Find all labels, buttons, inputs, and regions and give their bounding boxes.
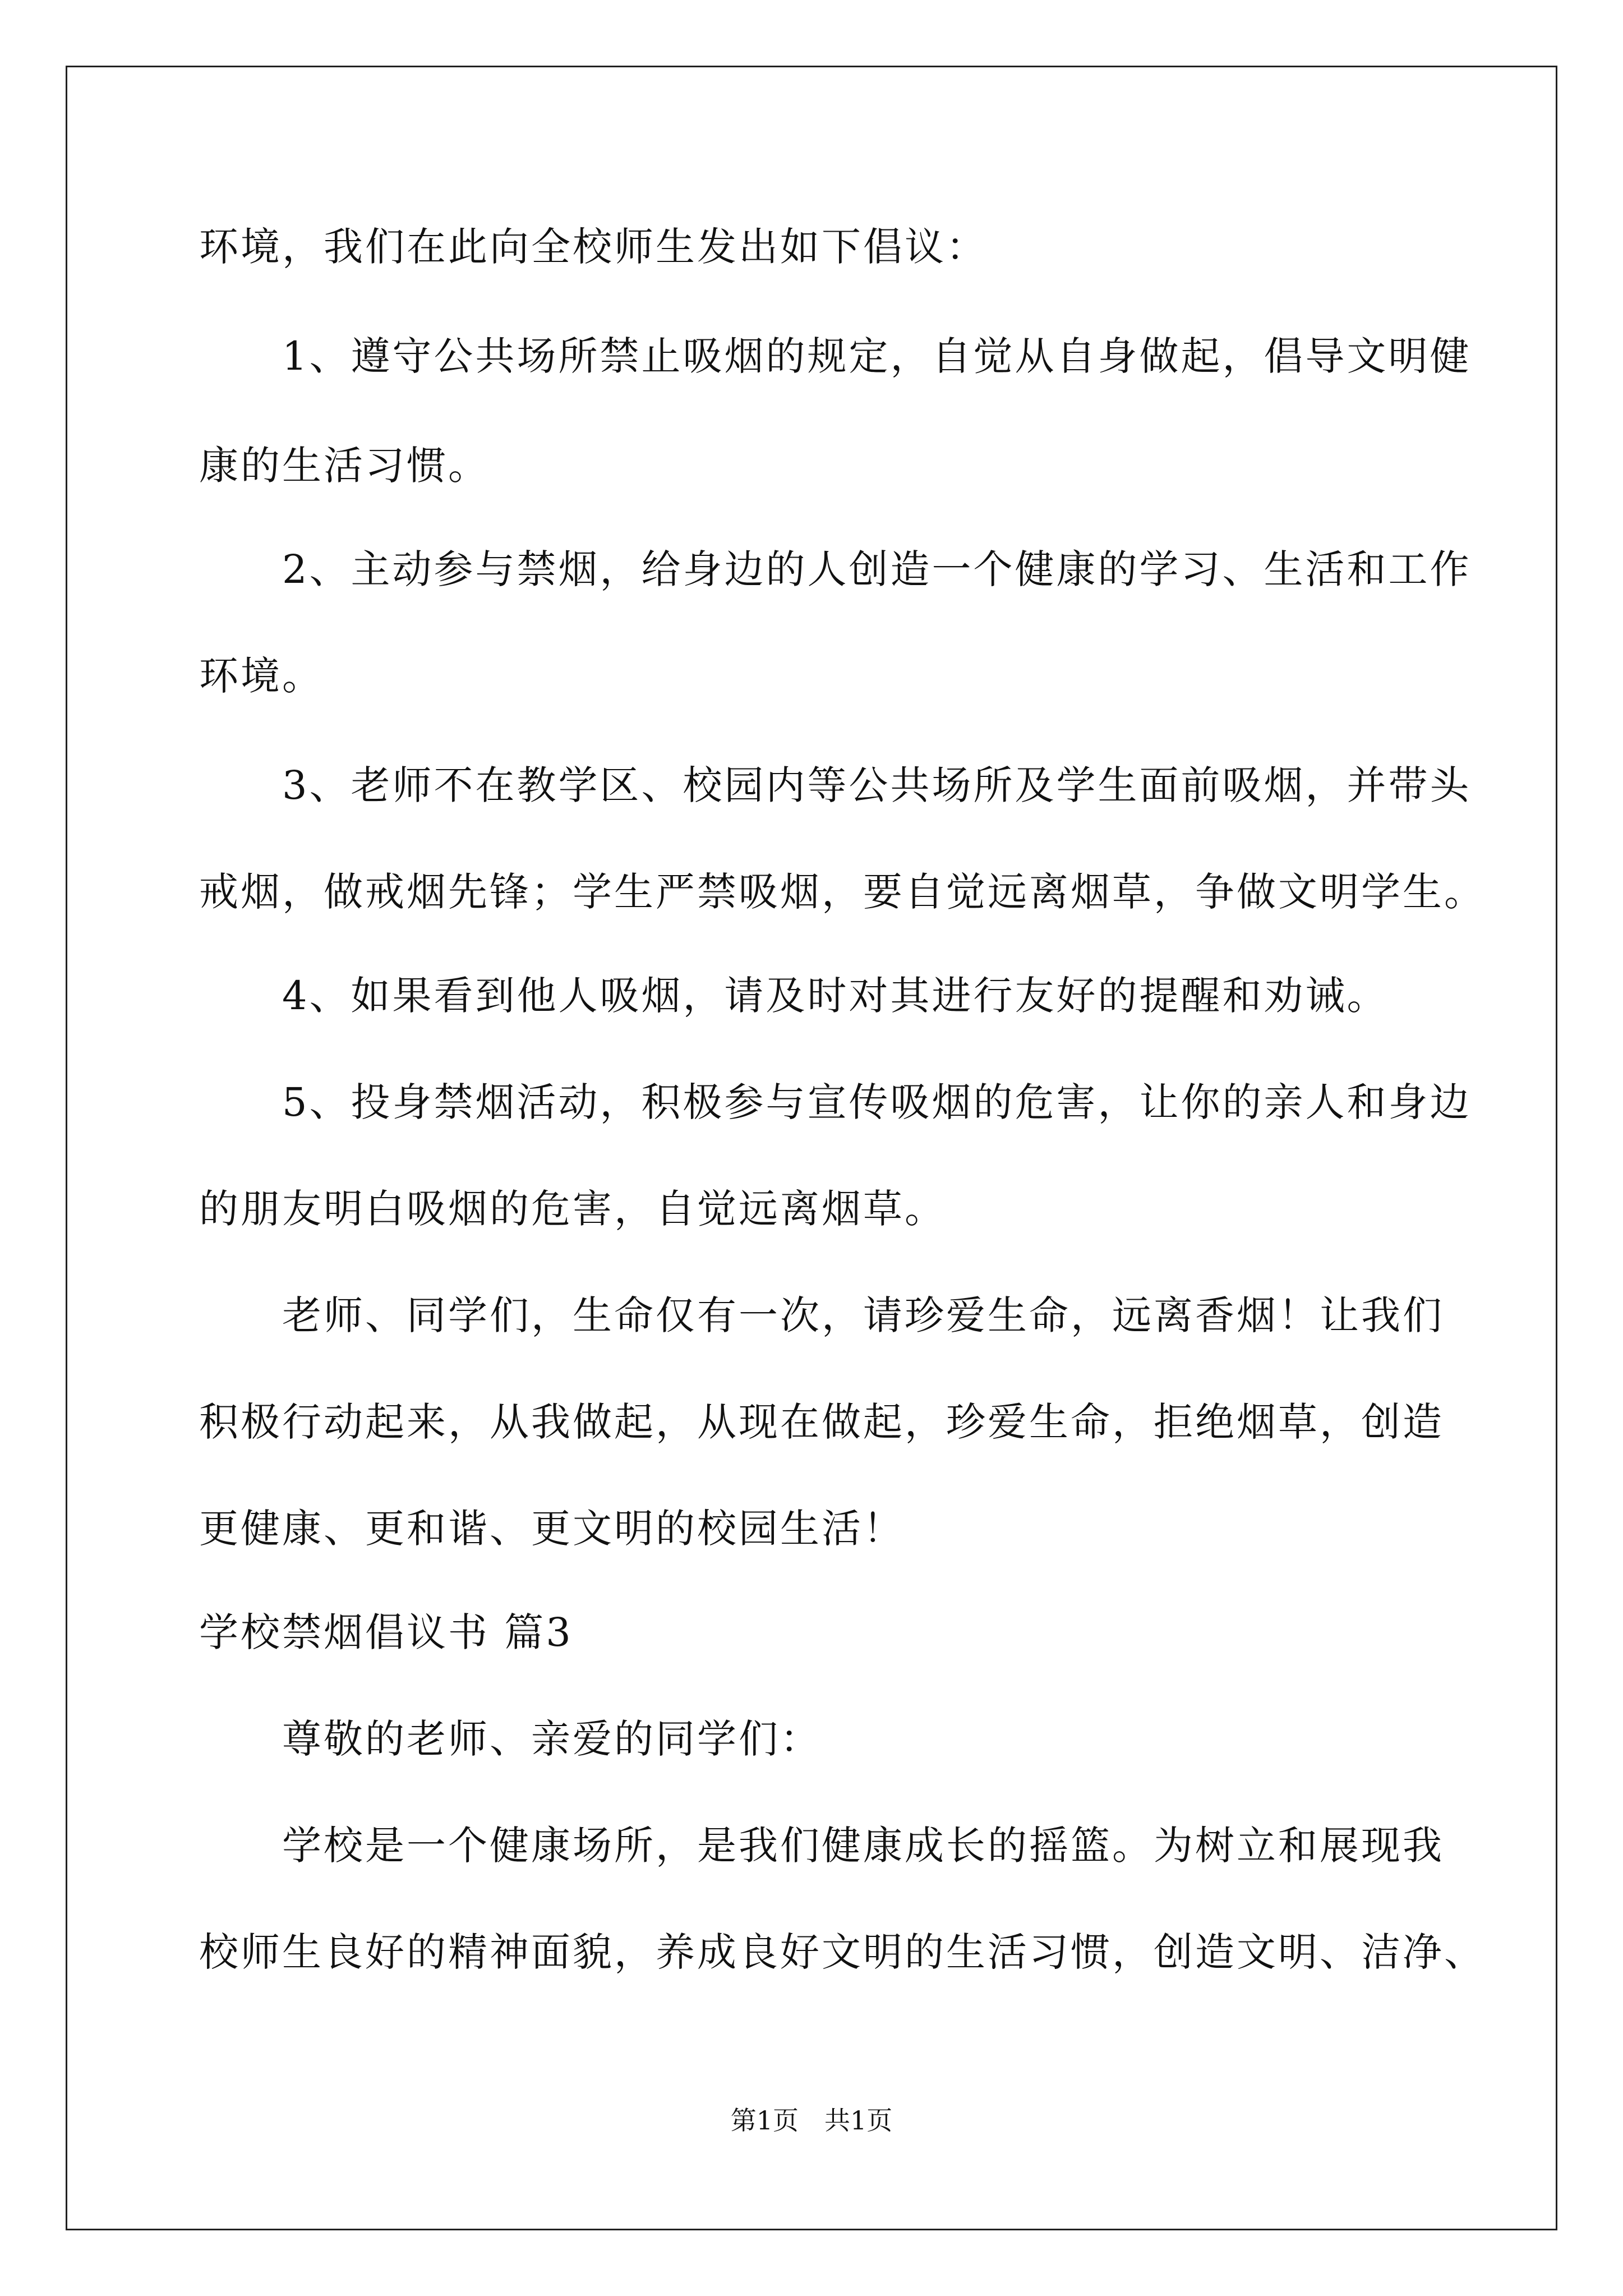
text-line: 更健康、更和谐、更文明的校园生活！ <box>199 1506 905 1552</box>
page-number-footer: 第1页 共1页 <box>730 2105 893 2136</box>
text-line: 尊敬的老师、亲爱的同学们： <box>199 1716 822 1762</box>
text-line: 戒烟，做戒烟先锋；学生严禁吸烟，要自觉远离烟草，争做文明学生。 <box>199 869 1486 915</box>
text-line: 的朋友明白吸烟的危害，自觉远离烟草。 <box>199 1186 946 1232</box>
text-line: 1、遵守公共场所禁止吸烟的规定，自觉从自身做起，倡导文明健 <box>199 333 1472 379</box>
text-line: 康的生活习惯。 <box>199 443 490 489</box>
text-line: 学校是一个健康场所，是我们健康成长的摇篮。为树立和展现我 <box>199 1823 1444 1869</box>
text-line: 环境。 <box>199 653 324 699</box>
text-line: 环境，我们在此向全校师生发出如下倡议： <box>199 224 988 270</box>
section-heading: 学校禁烟倡议书 篇3 <box>199 1609 573 1655</box>
page-frame <box>66 66 1557 2230</box>
text-line: 积极行动起来，从我做起，从现在做起，珍爱生命，拒绝烟草，创造 <box>199 1399 1444 1445</box>
text-line: 5、投身禁烟活动，积极参与宣传吸烟的危害，让你的亲人和身边 <box>199 1079 1472 1125</box>
text-line: 校师生良好的精神面貌，养成良好文明的生活习惯，创造文明、洁净、 <box>199 1929 1486 1975</box>
text-line: 3、老师不在教学区、校园内等公共场所及学生面前吸烟，并带头 <box>199 762 1472 808</box>
text-line: 2、主动参与禁烟，给身边的人创造一个健康的学习、生活和工作 <box>199 546 1472 592</box>
text-line: 4、如果看到他人吸烟，请及时对其进行友好的提醒和劝诫。 <box>199 973 1389 1019</box>
text-line: 老师、同学们，生命仅有一次，请珍爱生命，远离香烟！让我们 <box>199 1292 1444 1338</box>
